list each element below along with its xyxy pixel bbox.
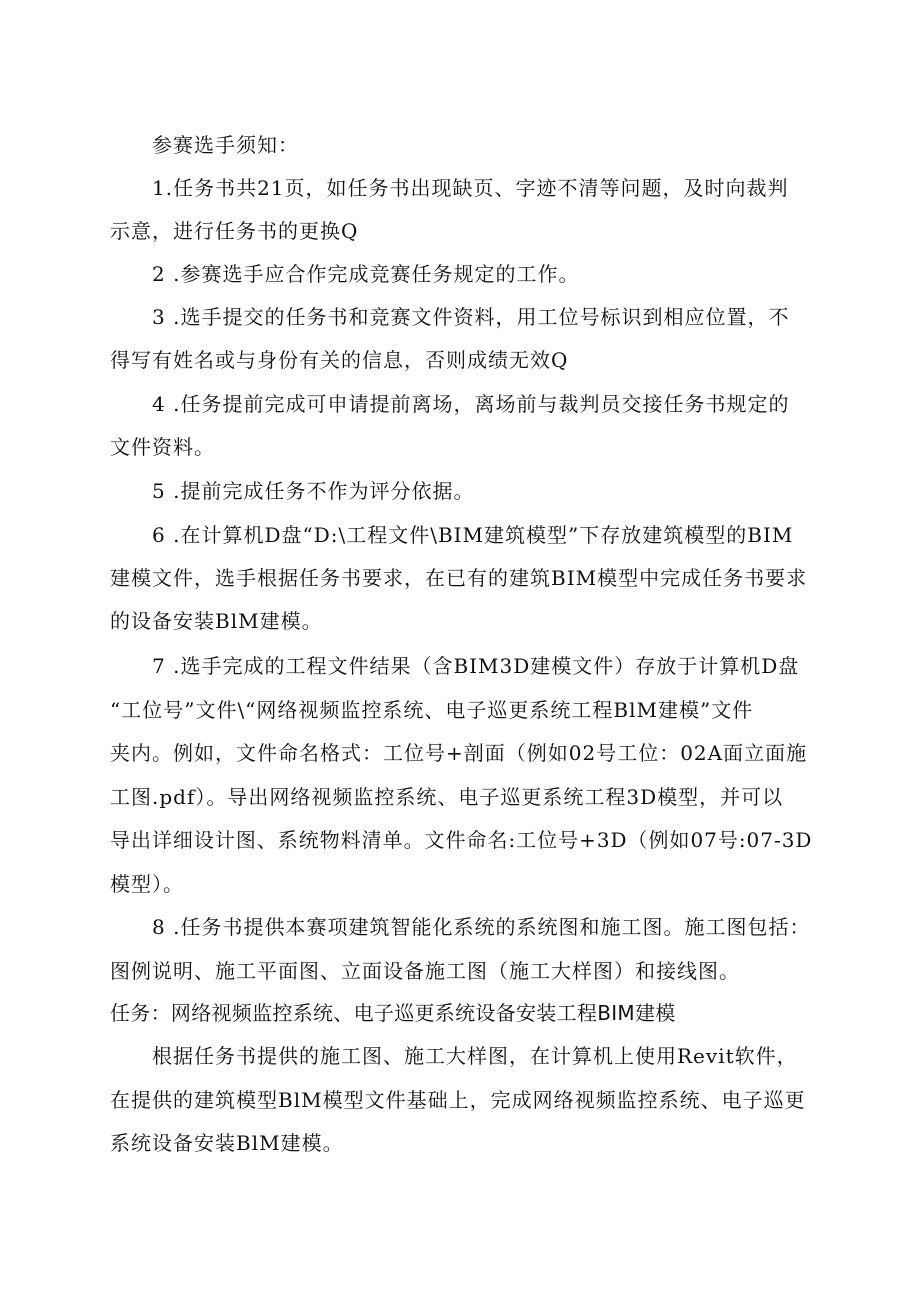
notice-6-line-1: 6 .在计算机D盘“D:\工程文件\BIM建筑模型”下存放建筑模型的BIM — [152, 523, 794, 547]
notice-4-line-1: 4 .任务提前完成可申请提前离场，离场前与裁判员交接任务书规定的 — [152, 392, 790, 416]
notice-1-line-1: 1.任务书共21页，如任务书出现缺页、字迹不清等问题，及时向裁判 — [152, 176, 789, 200]
notice-3-line-1: 3 .选手提交的任务书和竞赛文件资料，用工位号标识到相应位置，不 — [152, 305, 790, 329]
notice-6-line-2: 建模文件，选手根据任务书要求，在已有的建筑BIM模型中完成任务书要求 — [110, 566, 808, 590]
notice-3-line-2: 得写有姓名或与身份有关的信息，否则成绩无效Q — [110, 348, 569, 372]
notice-1-line-2: 示意，进行任务书的更换Q — [110, 219, 359, 243]
task-body-line-3: 系统设备安装BlM建模。 — [110, 1131, 344, 1155]
notice-7-line-5: 导出详细设计图、系统物料清单。文件命名:工位号+3D（例如07号:07-3D — [110, 828, 813, 852]
notice-8-line-2: 图例说明、施工平面图、立面设备施工图（施工大样图）和接线图。 — [110, 959, 740, 983]
task-title: 任务：网络视频监控系统、电子巡更系统设备安装工程BIM建模 — [110, 1001, 676, 1025]
task-body-line-1: 根据任务书提供的施工图、施工大样图，在计算机上使用Revit软件， — [152, 1044, 798, 1068]
notice-7-line-2: “工位号”文件\“网络视频监控系统、电子巡更系统工程BlM建模”文件 — [110, 698, 754, 722]
notice-heading: 参赛选手须知： — [152, 133, 299, 157]
notice-7-line-3: 夹内。例如，文件命名格式：工位号+剖面（例如02号工位：02A面立面施 — [110, 741, 808, 765]
notice-2-line-1: 2 .参赛选手应合作完成竞赛任务规定的工作。 — [152, 262, 580, 286]
notice-4-line-2: 文件资料。 — [110, 435, 215, 459]
notice-7-line-4: 工图.pdf）。导出网络视频监控系统、电子巡更系统工程3D模型，并可以 — [110, 785, 784, 809]
notice-7-line-6: 模型）。 — [110, 872, 184, 896]
task-body-line-2: 在提供的建筑模型BlM模型文件基础上，完成网络视频监控系统、电子巡更 — [110, 1088, 806, 1112]
notice-8-line-1: 8 .任务书提供本赛项建筑智能化系统的系统图和施工图。施工图包括： — [152, 915, 811, 939]
notice-5-line-1: 5 .提前完成任务不作为评分依据。 — [152, 479, 475, 503]
notice-7-line-1: 7 .选手完成的工程文件结果（含BIM3D建模文件）存放于计算机D盘 — [152, 654, 800, 678]
notice-6-line-3: 的设备安装BlM建模。 — [110, 609, 323, 633]
